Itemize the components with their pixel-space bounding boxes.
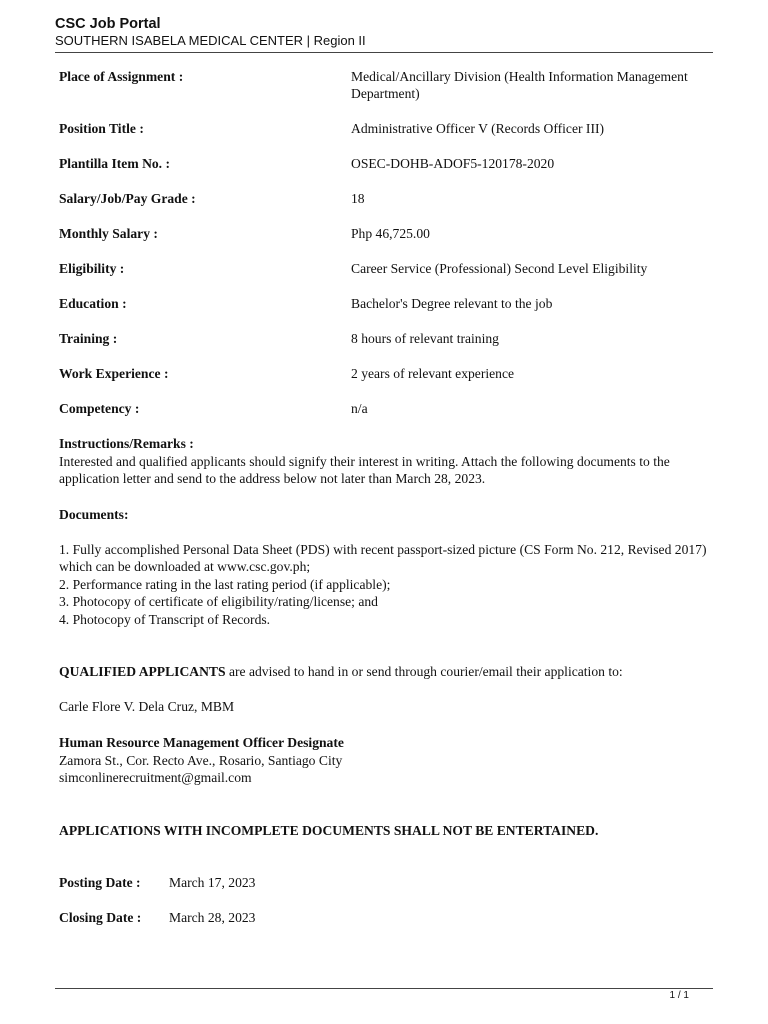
field-value: Career Service (Professional) Second Level Eligibility [351, 261, 648, 276]
posting-date-label: Posting Date : [59, 875, 141, 890]
field-training [59, 330, 709, 365]
documents-heading: Documents: [59, 507, 129, 522]
field-value: 18 [351, 191, 365, 206]
field-salary-grade [59, 190, 709, 225]
field-value: 8 hours of relevant training [351, 331, 499, 346]
notice-text: APPLICATIONS WITH INCOMPLETE DOCUMENTS SHALL NOT BE ENTERTAINED. [59, 823, 599, 838]
field-label: Education : [59, 296, 127, 311]
closing-date-row [59, 909, 709, 926]
field-value: Medical/Ancillary Division (Health Information Management Department) [351, 69, 688, 101]
field-label: Work Experience : [59, 366, 169, 381]
contact-person: Carle Flore V. Dela Cruz, MBM [59, 699, 235, 714]
field-value: Php 46,725.00 [351, 226, 430, 241]
header-divider [55, 52, 713, 53]
page-header [55, 16, 713, 49]
field-monthly-salary [59, 225, 709, 260]
field-label: Monthly Salary : [59, 226, 158, 241]
field-value: Administrative Officer V (Records Officer III) [351, 121, 605, 136]
field-value: Bachelor's Degree relevant to the job [351, 296, 553, 311]
contact-email: simconlinerecruitment@gmail.com [59, 770, 252, 785]
field-label: Eligibility : [59, 261, 125, 276]
contact-address: Zamora St., Cor. Recto Ave., Rosario, Santiago City [59, 752, 343, 768]
closing-date-value: March 28, 2023 [169, 910, 256, 925]
field-label: Training : [59, 331, 118, 346]
documents-section [59, 506, 709, 628]
field-label: Place of Assignment : [59, 69, 184, 84]
job-details [59, 68, 709, 435]
qualified-rest: are advised to hand in or send through courier/email their application to: [225, 664, 623, 679]
spacer [59, 524, 709, 541]
field-value: 2 years of relevant experience [351, 366, 515, 381]
field-label: Competency : [59, 401, 140, 416]
qualified-bold: QUALIFIED APPLICANTS [59, 664, 226, 679]
field-education [59, 295, 709, 330]
qualified-applicants-note [59, 663, 709, 681]
page-number: 1 / 1 [669, 990, 689, 1001]
closing-date-label: Closing Date : [59, 910, 142, 925]
instructions-text: Interested and qualified applicants should signify their interest in writing. Attach the following documents to the application letter and send to the address below not later than March 28, 2023. [59, 453, 670, 486]
field-position-title [59, 120, 709, 155]
field-value: OSEC-DOHB-ADOF5-120178-2020 [351, 156, 555, 171]
incomplete-notice [59, 822, 709, 840]
field-eligibility [59, 260, 709, 295]
agency-subtitle: SOUTHERN ISABELA MEDICAL CENTER | Region II [55, 33, 366, 48]
document-item: 3. Photocopy of certificate of eligibility/rating/license; and [59, 594, 378, 609]
field-label: Position Title : [59, 121, 144, 136]
field-competency [59, 400, 709, 435]
field-value: n/a [351, 401, 368, 416]
contact-details [59, 734, 709, 787]
posting-date-value: March 17, 2023 [169, 875, 256, 890]
field-label: Plantilla Item No. : [59, 156, 171, 171]
posting-date-row [59, 874, 709, 909]
field-place-of-assignment [59, 68, 709, 120]
field-label: Salary/Job/Pay Grade : [59, 191, 196, 206]
contact-position: Human Resource Management Officer Designate [59, 735, 344, 750]
instructions-heading: Instructions/Remarks : [59, 436, 194, 451]
field-work-experience [59, 365, 709, 400]
document-item: 2. Performance rating in the last rating period (if applicable); [59, 576, 391, 592]
footer-divider [55, 988, 713, 989]
field-plantilla-item [59, 155, 709, 190]
contact-name [59, 698, 709, 716]
instructions-section [59, 435, 709, 488]
portal-title: CSC Job Portal [55, 16, 161, 32]
dates-section [59, 874, 709, 926]
document-item: 4. Photocopy of Transcript of Records. [59, 611, 271, 627]
document-item: 1. Fully accomplished Personal Data Sheet (PDS) with recent passport-sized picture (CS Form No. 212, Revised 2017) which can be downloaded at www.csc.gov.ph; [59, 541, 707, 574]
